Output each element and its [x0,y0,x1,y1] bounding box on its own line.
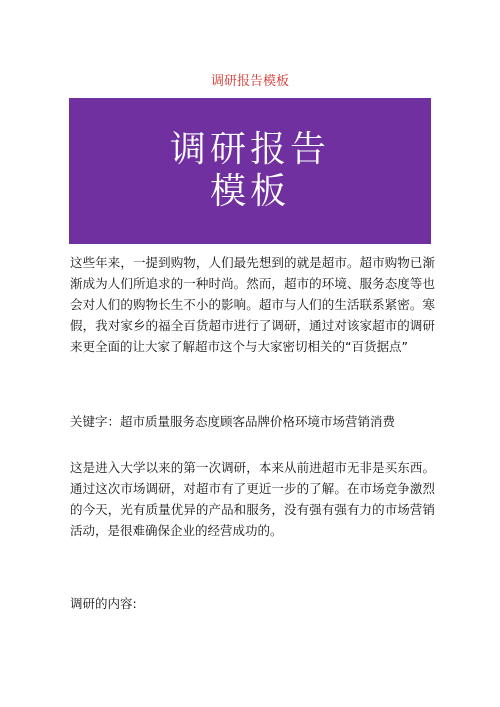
banner-title-line-2: 模板 [209,171,290,212]
page-title: 调研报告模板 [210,74,289,89]
banner-title-line-1: 调研报告 [169,129,330,170]
contents-heading: 调研的内容: [70,596,137,611]
keywords-line: 关键字：超市质量服务态度顾客品牌价格环境市场营销消费 [70,414,396,429]
body-paragraph: 这是进入大学以来的第一次调研，本来从前进超市无非是买东西。通过这次市场调研，对超市有了更近一步的了解。在市场竞争激烈的今天，光有质量优异的产品和服务，没有强有强有力的市场营销活动，是很难确保企业的经营成功的。 [70,460,435,538]
intro-paragraph: 这些年来，一提到购物，人们最先想到的就是超市。超市购物已渐渐成为人们所追求的一种时尚。然而，超市的环境、服务态度等也会对人们的购物长生不小的影响。超市与人们的生活联系紧密。寒假，我对家乡的福全百货超市进行了调研，通过对该家超市的调研来更全面的让大家了解超市这个与大家密切相关的“百货据点” [70,255,435,354]
title-banner [69,98,431,244]
